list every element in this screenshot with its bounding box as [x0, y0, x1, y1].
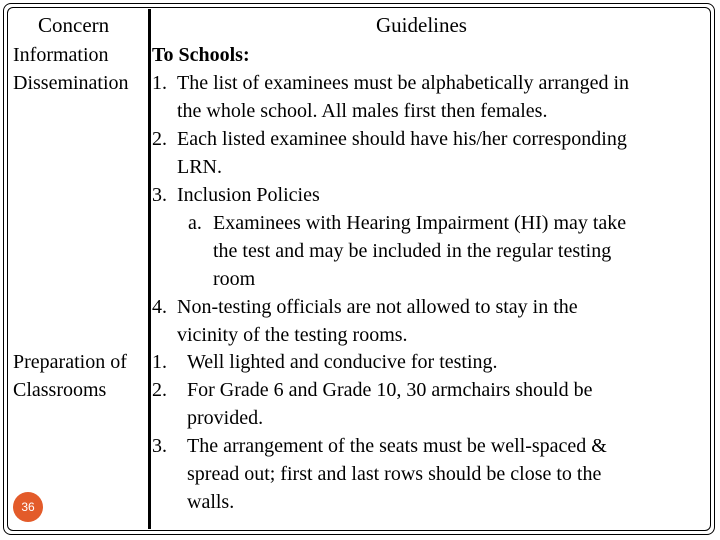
- subitem-label: a.: [188, 212, 202, 234]
- item-text: For Grade 6 and Grade 10, 30 armchairs should be: [187, 379, 593, 401]
- item-number: 1.: [152, 72, 167, 94]
- item-text: provided.: [187, 407, 264, 429]
- item-text: Inclusion Policies: [177, 184, 320, 206]
- item-number: 3.: [152, 435, 167, 457]
- subitem-text: room: [213, 268, 256, 290]
- page-number-badge: 36: [13, 492, 43, 522]
- header-guidelines: Guidelines: [376, 13, 467, 37]
- item-number: 1.: [152, 351, 167, 373]
- item-text: Well lighted and conducive for testing.: [187, 351, 498, 373]
- concern-information-line1: Information: [13, 44, 109, 66]
- item-text: The arrangement of the seats must be well-spaced &: [187, 435, 607, 457]
- item-text: Each listed examinee should have his/her corresponding: [177, 128, 627, 150]
- header-concern: Concern: [38, 13, 110, 37]
- item-number: 2.: [152, 128, 167, 150]
- item-text: vicinity of the testing rooms.: [177, 324, 408, 346]
- item-text: Non-testing officials are not allowed to stay in the: [177, 296, 578, 318]
- subheading-to-schools: To Schools:: [152, 44, 250, 66]
- concern-classrooms-line2: Classrooms: [13, 379, 107, 401]
- item-text: the whole school. All males first then females.: [177, 100, 548, 122]
- concern-classrooms-line1: Preparation of: [13, 351, 127, 373]
- item-number: 4.: [152, 296, 167, 318]
- item-number: 3.: [152, 184, 167, 206]
- column-divider: [148, 9, 151, 529]
- item-number: 2.: [152, 379, 167, 401]
- item-text: spread out; first and last rows should be close to the: [187, 463, 602, 485]
- subitem-text: Examinees with Hearing Impairment (HI) may take: [213, 212, 627, 234]
- concern-information-line2: Dissemination: [13, 72, 129, 94]
- subitem-text: the test and may be included in the regular testing: [213, 240, 612, 262]
- item-text: LRN.: [177, 156, 222, 178]
- item-text: walls.: [187, 491, 235, 513]
- item-text: The list of examinees must be alphabetically arranged in: [177, 72, 630, 94]
